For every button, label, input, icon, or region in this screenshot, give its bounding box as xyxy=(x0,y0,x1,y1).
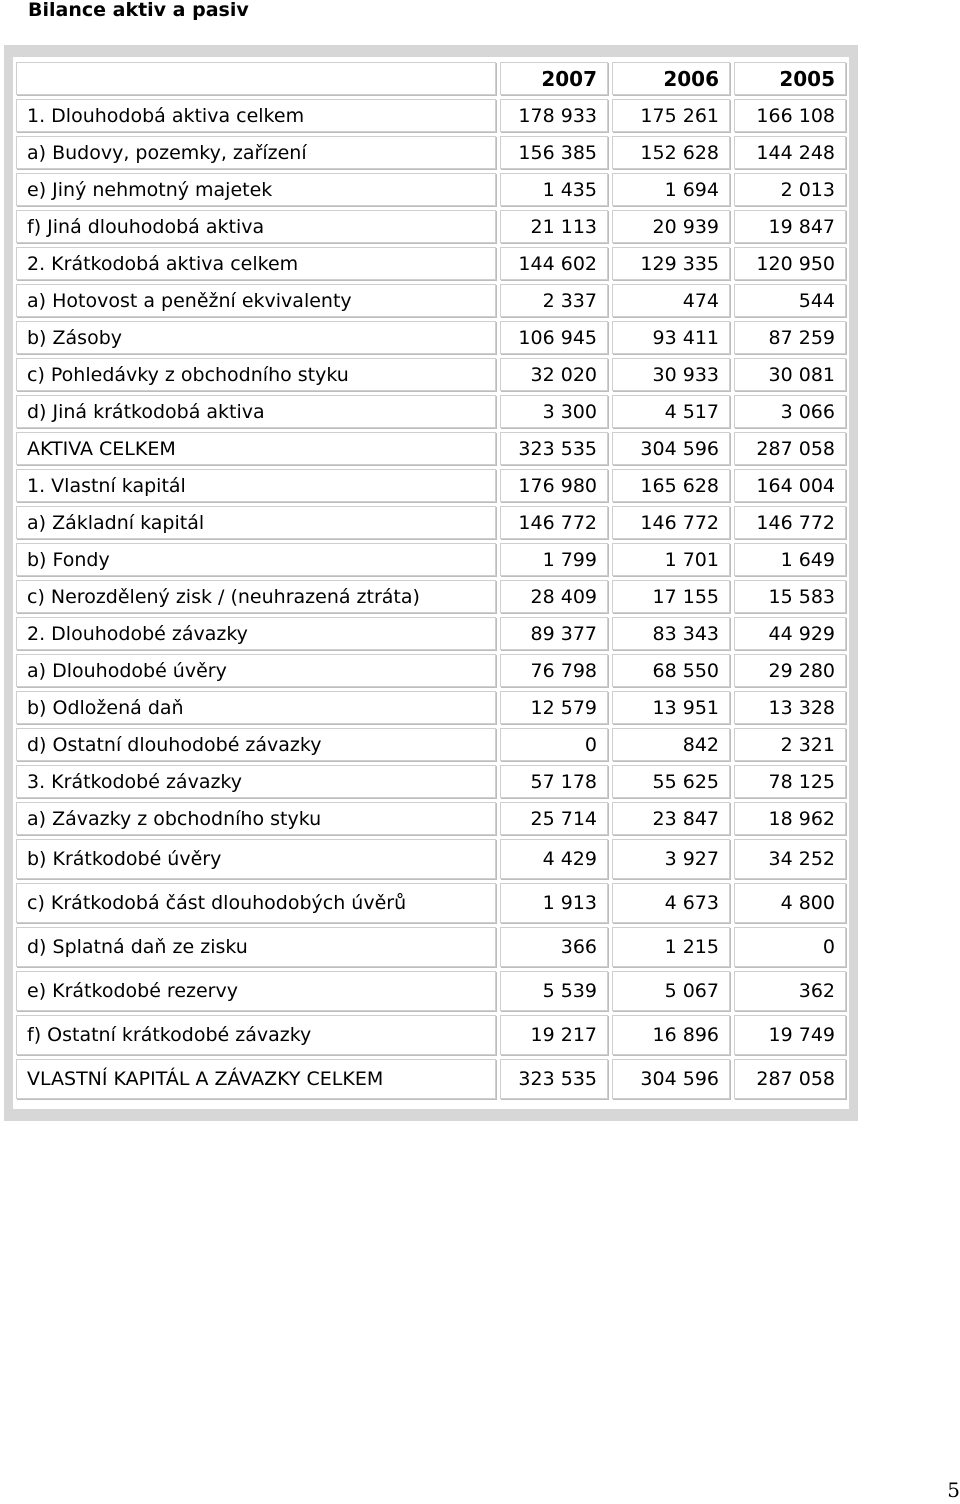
row-label: 2. Krátkodobá aktiva celkem xyxy=(16,247,496,280)
row-value-2005: 144 248 xyxy=(734,136,846,169)
table-header-row xyxy=(16,62,846,95)
row-value-2006: 4 673 xyxy=(612,883,730,923)
header-year-2006: 2006 xyxy=(612,62,730,95)
row-value-2006: 3 927 xyxy=(612,839,730,879)
row-value-2007: 21 113 xyxy=(500,210,608,243)
row-label: c) Nerozdělený zisk / (neuhrazená ztráta) xyxy=(16,580,496,613)
row-value-2005: 30 081 xyxy=(734,358,846,391)
row-label: 1. Vlastní kapitál xyxy=(16,469,496,502)
row-value-2005: 3 066 xyxy=(734,395,846,428)
table-row xyxy=(16,321,846,354)
row-value-2006: 304 596 xyxy=(612,1059,730,1099)
row-label: VLASTNÍ KAPITÁL A ZÁVAZKY CELKEM xyxy=(16,1059,496,1099)
table-row xyxy=(16,99,846,132)
header-year-2005: 2005 xyxy=(734,62,846,95)
row-value-2005: 29 280 xyxy=(734,654,846,687)
row-value-2006: 17 155 xyxy=(612,580,730,613)
row-value-2005: 287 058 xyxy=(734,1059,846,1099)
row-label: 3. Krátkodobé závazky xyxy=(16,765,496,798)
row-label: d) Ostatní dlouhodobé závazky xyxy=(16,728,496,761)
row-value-2006: 68 550 xyxy=(612,654,730,687)
row-value-2007: 25 714 xyxy=(500,802,608,835)
row-value-2007: 0 xyxy=(500,728,608,761)
row-value-2007: 106 945 xyxy=(500,321,608,354)
row-value-2007: 57 178 xyxy=(500,765,608,798)
row-value-2005: 78 125 xyxy=(734,765,846,798)
table-row xyxy=(16,617,846,650)
row-label: f) Jiná dlouhodobá aktiva xyxy=(16,210,496,243)
table-row xyxy=(16,247,846,280)
row-value-2005: 120 950 xyxy=(734,247,846,280)
header-year-2007: 2007 xyxy=(500,62,608,95)
row-value-2007: 3 300 xyxy=(500,395,608,428)
row-value-2007: 12 579 xyxy=(500,691,608,724)
row-value-2005: 4 800 xyxy=(734,883,846,923)
row-value-2007: 366 xyxy=(500,927,608,967)
row-value-2005: 19 847 xyxy=(734,210,846,243)
row-value-2007: 323 535 xyxy=(500,432,608,465)
table-row xyxy=(16,395,846,428)
table-row xyxy=(16,1015,846,1055)
row-value-2006: 4 517 xyxy=(612,395,730,428)
row-label: a) Hotovost a peněžní ekvivalenty xyxy=(16,284,496,317)
row-value-2005: 34 252 xyxy=(734,839,846,879)
row-value-2006: 5 067 xyxy=(612,971,730,1011)
page-number: 5 xyxy=(947,1478,960,1502)
row-value-2007: 146 772 xyxy=(500,506,608,539)
row-value-2006: 175 261 xyxy=(612,99,730,132)
row-label: AKTIVA CELKEM xyxy=(16,432,496,465)
row-value-2007: 323 535 xyxy=(500,1059,608,1099)
row-value-2006: 304 596 xyxy=(612,432,730,465)
row-value-2007: 28 409 xyxy=(500,580,608,613)
row-value-2005: 287 058 xyxy=(734,432,846,465)
row-value-2006: 16 896 xyxy=(612,1015,730,1055)
row-value-2007: 1 913 xyxy=(500,883,608,923)
row-label: b) Fondy xyxy=(16,543,496,576)
row-value-2006: 842 xyxy=(612,728,730,761)
row-value-2005: 1 649 xyxy=(734,543,846,576)
table-row xyxy=(16,469,846,502)
row-value-2005: 2 013 xyxy=(734,173,846,206)
row-label: b) Odložená daň xyxy=(16,691,496,724)
row-label: e) Jiný nehmotný majetek xyxy=(16,173,496,206)
row-value-2007: 19 217 xyxy=(500,1015,608,1055)
table-row xyxy=(16,358,846,391)
row-value-2005: 13 328 xyxy=(734,691,846,724)
row-value-2005: 544 xyxy=(734,284,846,317)
row-value-2007: 89 377 xyxy=(500,617,608,650)
table-row xyxy=(16,654,846,687)
row-value-2005: 87 259 xyxy=(734,321,846,354)
table-row xyxy=(16,210,846,243)
table-row xyxy=(16,284,846,317)
row-value-2006: 30 933 xyxy=(612,358,730,391)
row-value-2006: 93 411 xyxy=(612,321,730,354)
table-row xyxy=(16,765,846,798)
row-value-2007: 32 020 xyxy=(500,358,608,391)
balance-sheet-table xyxy=(12,58,850,1103)
row-label: a) Základní kapitál xyxy=(16,506,496,539)
table-row xyxy=(16,136,846,169)
table-row xyxy=(16,927,846,967)
row-value-2006: 83 343 xyxy=(612,617,730,650)
row-label: 2. Dlouhodobé závazky xyxy=(16,617,496,650)
row-value-2005: 2 321 xyxy=(734,728,846,761)
row-label: d) Splatná daň ze zisku xyxy=(16,927,496,967)
row-value-2006: 55 625 xyxy=(612,765,730,798)
row-value-2005: 15 583 xyxy=(734,580,846,613)
row-label: c) Pohledávky z obchodního styku xyxy=(16,358,496,391)
row-value-2007: 1 799 xyxy=(500,543,608,576)
row-label: c) Krátkodobá část dlouhodobých úvěrů xyxy=(16,883,496,923)
table-row xyxy=(16,802,846,835)
row-value-2006: 23 847 xyxy=(612,802,730,835)
row-value-2006: 129 335 xyxy=(612,247,730,280)
row-value-2007: 76 798 xyxy=(500,654,608,687)
row-value-2005: 44 929 xyxy=(734,617,846,650)
table-row xyxy=(16,173,846,206)
row-value-2006: 1 694 xyxy=(612,173,730,206)
row-value-2006: 146 772 xyxy=(612,506,730,539)
row-value-2006: 1 701 xyxy=(612,543,730,576)
row-value-2007: 5 539 xyxy=(500,971,608,1011)
row-label: a) Dlouhodobé úvěry xyxy=(16,654,496,687)
row-label: a) Závazky z obchodního styku xyxy=(16,802,496,835)
row-value-2006: 20 939 xyxy=(612,210,730,243)
table-row xyxy=(16,883,846,923)
row-label: 1. Dlouhodobá aktiva celkem xyxy=(16,99,496,132)
row-value-2007: 178 933 xyxy=(500,99,608,132)
table-row xyxy=(16,839,846,879)
row-value-2007: 176 980 xyxy=(500,469,608,502)
row-label: a) Budovy, pozemky, zařízení xyxy=(16,136,496,169)
row-value-2007: 2 337 xyxy=(500,284,608,317)
row-value-2006: 1 215 xyxy=(612,927,730,967)
row-value-2007: 4 429 xyxy=(500,839,608,879)
row-value-2005: 362 xyxy=(734,971,846,1011)
row-label: e) Krátkodobé rezervy xyxy=(16,971,496,1011)
header-label-cell xyxy=(16,62,496,95)
row-value-2006: 474 xyxy=(612,284,730,317)
row-label: b) Zásoby xyxy=(16,321,496,354)
row-value-2007: 144 602 xyxy=(500,247,608,280)
table-row xyxy=(16,580,846,613)
row-value-2005: 18 962 xyxy=(734,802,846,835)
row-value-2006: 152 628 xyxy=(612,136,730,169)
page-title: Bilance aktiv a pasiv xyxy=(28,0,249,21)
row-value-2005: 166 108 xyxy=(734,99,846,132)
table-row xyxy=(16,506,846,539)
table-row xyxy=(16,543,846,576)
row-value-2005: 146 772 xyxy=(734,506,846,539)
table-row xyxy=(16,691,846,724)
row-value-2005: 164 004 xyxy=(734,469,846,502)
table-row xyxy=(16,971,846,1011)
table-row xyxy=(16,432,846,465)
table-row xyxy=(16,728,846,761)
row-value-2007: 1 435 xyxy=(500,173,608,206)
row-value-2007: 156 385 xyxy=(500,136,608,169)
row-value-2005: 19 749 xyxy=(734,1015,846,1055)
row-label: f) Ostatní krátkodobé závazky xyxy=(16,1015,496,1055)
table-row xyxy=(16,1059,846,1099)
row-value-2005: 0 xyxy=(734,927,846,967)
row-label: b) Krátkodobé úvěry xyxy=(16,839,496,879)
row-label: d) Jiná krátkodobá aktiva xyxy=(16,395,496,428)
row-value-2006: 13 951 xyxy=(612,691,730,724)
row-value-2006: 165 628 xyxy=(612,469,730,502)
